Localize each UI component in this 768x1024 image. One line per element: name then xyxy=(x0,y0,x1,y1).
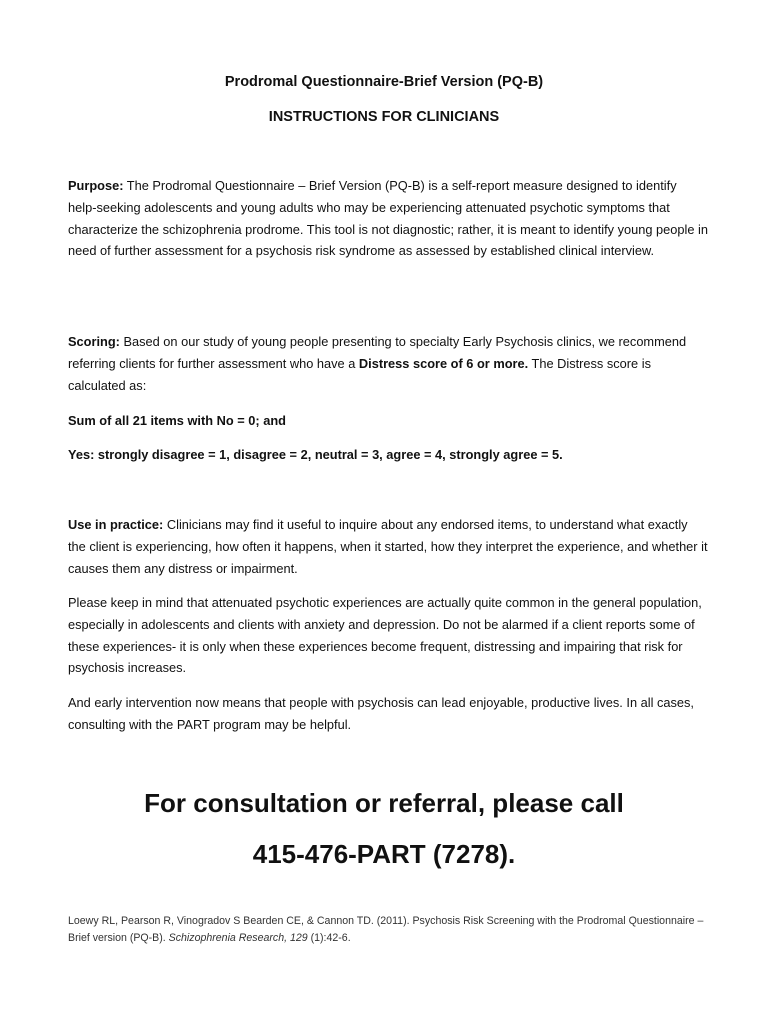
call-to-action-line-1: For consultation or referral, please call xyxy=(144,788,624,818)
scoring-text-before: Based on our study of young people presenting to specialty Early Psychosis clinics, we recommend referring clients for further assessment who have a xyxy=(68,334,687,371)
use-in-practice-label: Use in practice: xyxy=(68,517,164,532)
scoring-emphasis: Distress score of 6 or more. xyxy=(358,355,529,371)
citation-text-after: (1):42-6. xyxy=(307,932,351,944)
document-subtitle: INSTRUCTIONS FOR CLINICIANS xyxy=(268,109,500,125)
scoring-text-after: The Distress score is calculated as: xyxy=(68,355,651,393)
call-to-action-phone: 415-476-PART (7278). xyxy=(252,839,516,869)
purpose-label: Purpose: xyxy=(68,178,124,193)
document-title: Prodromal Questionnaire-Brief Version (PQ-B) xyxy=(224,74,544,90)
citation-text-before: Loewy RL, Pearson R, Vinogradov S Bearden CE, & Cannon TD. (2011). Psychosis Risk Screening with the Prodromal Questionnaire – Brief version (PQ-B). xyxy=(68,915,704,944)
scoring-sum-line: Sum of all 21 items with No = 0; and xyxy=(68,413,286,428)
use-in-practice-text: Clinicians may find it useful to inquire about any endorsed items, to understand what exactly the client is experiencing, how often it happens, when it started, how they interpret the experience, and whether it causes them any distress or impairment. xyxy=(68,517,708,576)
citation xyxy=(68,913,708,947)
keep-in-mind-paragraph: Please keep in mind that attenuated psychotic experiences are actually quite common in the general population, especially in adolescents and clients with anxiety and depression. Do not be alarmed if a client reports some of these experiences- it is only when these experiences become frequent, distressing and impairing that risk for psychosis increases. xyxy=(68,595,702,676)
use-in-practice-paragraph xyxy=(68,514,708,579)
purpose-text: The Prodromal Questionnaire – Brief Version (PQ-B) is a self-report measure designed to identify help-seeking adolescents and young adults who may be experiencing attenuated psychotic symptoms that characterize the schizophrenia prodrome. This tool is not diagnostic; rather, it is meant to identify young people in need of further assessment for a psychosis risk syndrome as assessed by established clinical interview. xyxy=(68,178,708,259)
scoring-paragraph xyxy=(68,331,708,396)
early-intervention-paragraph: And early intervention now means that people with psychosis can lead enjoyable, productive lives. In all cases, consulting with the PART program may be helpful. xyxy=(68,695,694,732)
scoring-yes-line: Yes: strongly disagree = 1, disagree = 2, neutral = 3, agree = 4, strongly agree = 5. xyxy=(68,447,563,462)
citation-journal: Schizophrenia Research, 129 xyxy=(168,932,308,944)
purpose-paragraph xyxy=(68,175,708,262)
scoring-label: Scoring: xyxy=(68,334,120,349)
